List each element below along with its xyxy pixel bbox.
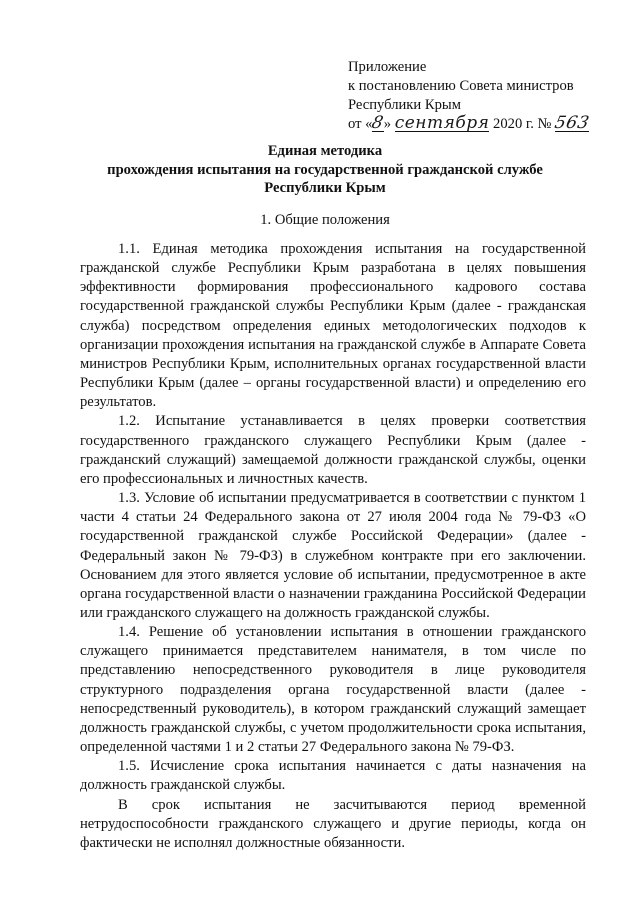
- handwritten-month: сентября: [394, 113, 490, 133]
- title-line-2: прохождения испытания на государственной гражданской службе: [107, 161, 543, 178]
- date-prefix: от «: [348, 116, 373, 132]
- appendix-date-line: [348, 115, 628, 134]
- paragraph-1-2: 1.2. Испытание устанавливается в целях проверки соответствия государственного гражданского служащего Республики Крым (далее - гражданский служащий) замещаемой должности гражданской службы, оценки его профессиональных и личностных качеств.: [80, 413, 586, 487]
- paragraph-1-5-cont: В срок испытания не засчитываются период временной нетрудоспособности гражданского служащего и другие периоды, когда он фактически не исполнял должностные обязанности.: [80, 796, 586, 851]
- title-line-1: Единая методика: [267, 143, 383, 159]
- paragraph-1-1: 1.1. Единая методика прохождения испытания на государственной гражданской службе Республики Крым разработана в целях повышения эффективности формирования профессионального кадрового состава государственной гражданской службы Республики Крым (далее - гражданская служба) посредством определения единых методологических подходов к организации прохождения испытания на гражданской службе в Аппарате Совета министров Республики Крым, исполнительных органах государственной власти Республики Крым (далее – органы государственной власти) и определению его результатов.: [80, 241, 586, 411]
- handwritten-day: 8: [370, 113, 386, 133]
- paragraph-1-4: 1.4. Решение об установлении испытания в отношении гражданского служащего принимается представителем нанимателя, в том числе по представлению непосредственного руководителя в лице руководителя структурного подразделения органа государственной власти (далее - непосредственный руководитель), в котором гражданский служащий замещает должность гражданской службы, с учетом продолжительности срока испытания, определенной частями 1 и 2 статьи 27 Федерального закона № 79-ФЗ.: [80, 624, 586, 756]
- document-body: [80, 240, 586, 853]
- date-year-number: 2020 г. №: [493, 116, 552, 132]
- appendix-block: [348, 58, 628, 134]
- paragraph-1-5: 1.5. Исчисление срока испытания начинается с даты назначения на должность гражданской службы.: [80, 758, 586, 794]
- date-day-close: »: [383, 116, 392, 132]
- appendix-line-2: к постановлению Совета министров: [348, 78, 574, 94]
- section-heading: 1. Общие положения: [260, 212, 390, 228]
- handwritten-number: 563: [552, 113, 592, 133]
- appendix-line-3: Республики Крым: [348, 97, 461, 113]
- appendix-line-1: Приложение: [348, 59, 427, 75]
- title-line-3: Республики Крым: [264, 180, 386, 196]
- document-title: [80, 142, 570, 198]
- paragraph-1-3: 1.3. Условие об испытании предусматривается в соответствии с пунктом 1 части 4 статьи 24 Федерального закона от 27 июля 2004 года № 79-ФЗ «О государственной гражданской службе Российской Федерации» (далее - Федеральный закон № 79-ФЗ) в служебном контракте при его заключении. Основанием для этого является условие об испытании, предусмотренное в акте органа государственной власти о назначении гражданина Российской Федерации или гражданского служащего на должность гражданской службы.: [80, 490, 586, 621]
